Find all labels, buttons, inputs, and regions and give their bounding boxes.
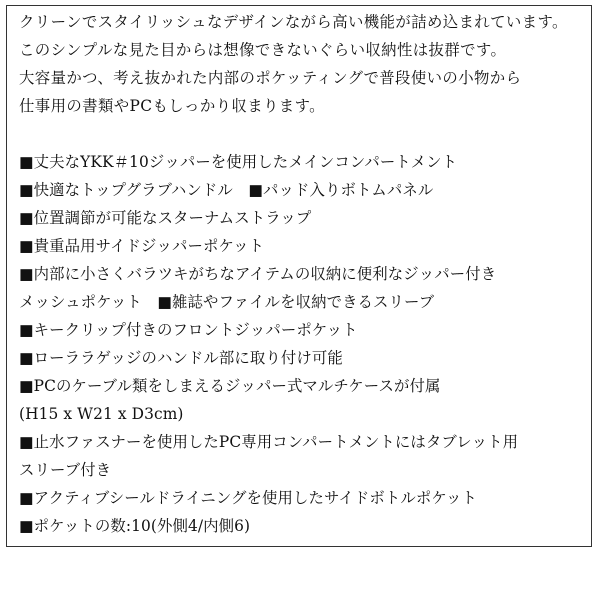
feature-line: ■キークリップ付きのフロントジッパーポケット (19, 321, 358, 339)
intro-line-3: 大容量かつ、考え抜かれた内部のポケッティングで普段使いの小物から (19, 69, 522, 87)
intro-line-2: このシンプルな見た目からは想像できないぐらい収納性は抜群です。 (19, 41, 507, 59)
feature-line: スリーブ付き (19, 461, 112, 479)
feature-line: ■ローララゲッジのハンドル部に取り付け可能 (19, 349, 343, 367)
feature-line: (H15 x W21 x D3cm) (19, 405, 184, 423)
feature-line: メッシュポケット ■雑誌やファイルを収納できるスリーブ (19, 293, 435, 311)
feature-line: ■PCのケーブル類をしまえるジッパー式マルチケースが付属 (19, 377, 441, 395)
feature-line: ■貴重品用サイドジッパーポケット (19, 237, 265, 255)
feature-line: ■アクティブシールドライニングを使用したサイドボトルポケット (19, 489, 478, 507)
feature-line: ■丈夫なYKK＃10ジッパーを使用したメインコンパートメント (19, 153, 458, 171)
feature-line: ■位置調節が可能なスターナムストラップ (19, 209, 312, 227)
description-box (6, 5, 592, 547)
feature-line: ■快適なトップグラブハンドル ■パッド入りボトムパネル (19, 181, 434, 199)
feature-line: ■止水ファスナーを使用したPC専用コンパートメントにはタブレット用 (19, 433, 519, 451)
intro-line-1: クリーンでスタイリッシュなデザインながら高い機能が詰め込まれています。 (19, 13, 568, 31)
feature-line: ■ポケットの数:10(外側4/内側6) (19, 517, 251, 535)
intro-line-4: 仕事用の書類やPCもしっかり収まります。 (19, 97, 325, 115)
feature-line: ■内部に小さくバラツキがちなアイテムの収納に便利なジッパー付き (19, 265, 497, 283)
